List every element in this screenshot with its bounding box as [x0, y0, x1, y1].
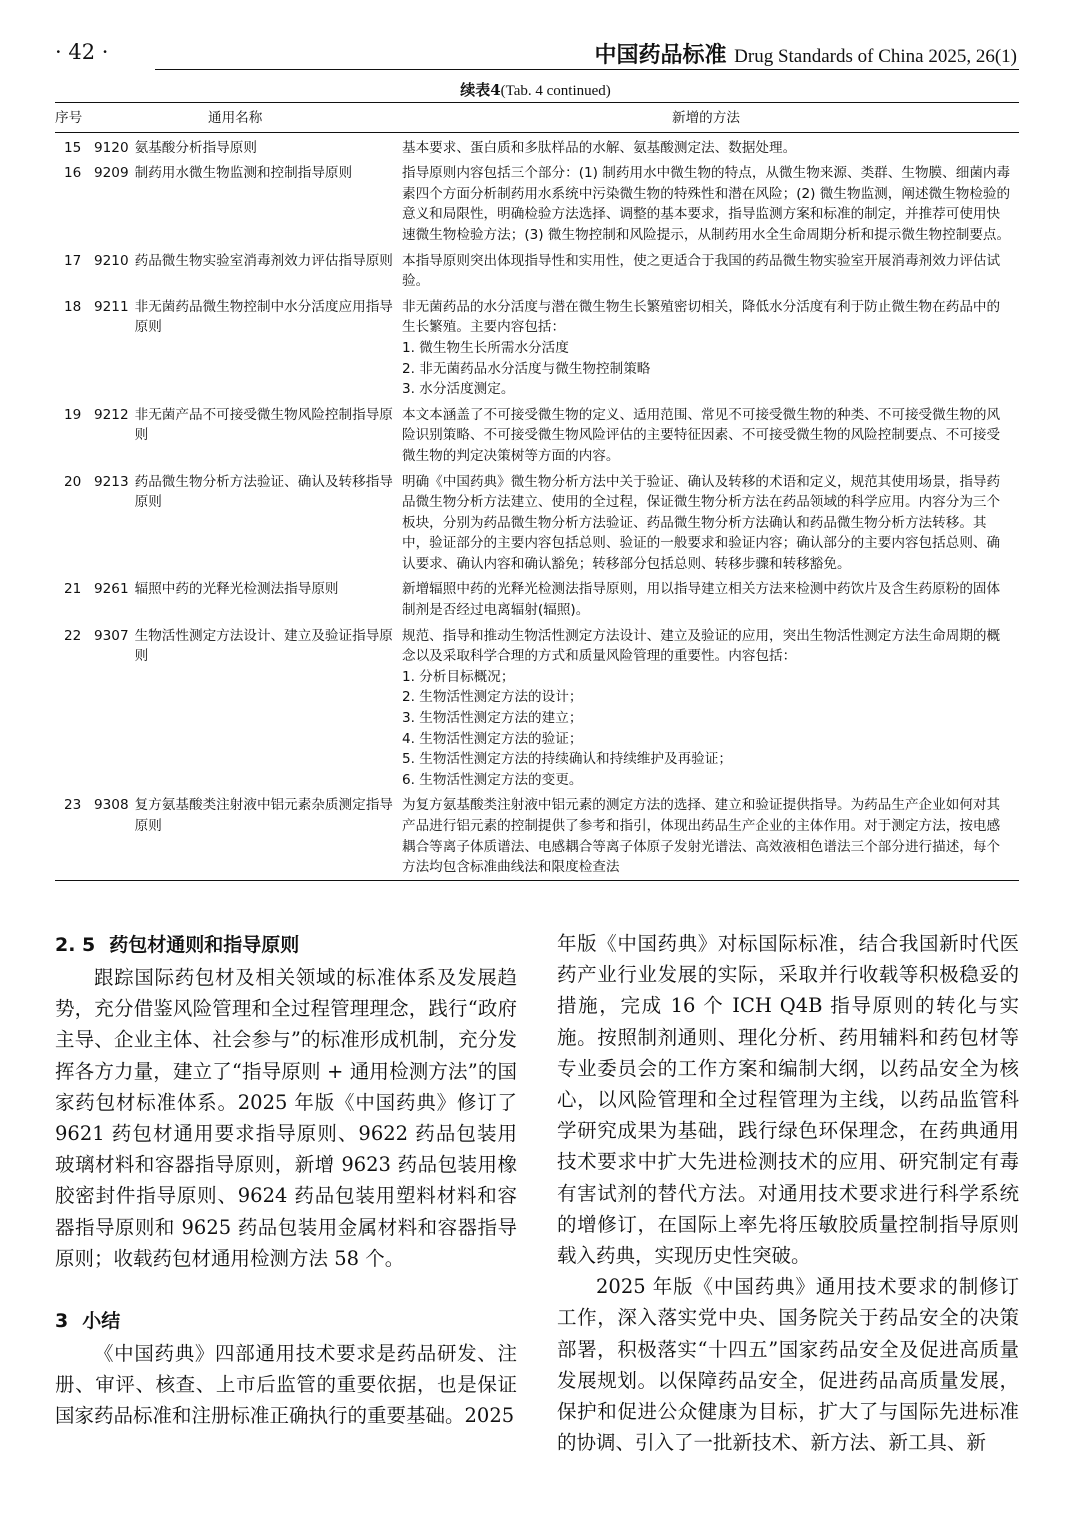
cell-method [402, 403, 1019, 470]
section-3-paragraph-1-start: 《中国药典》四部通用技术要求是药品研发、注册、审评、核查、上市后监管的重要依据，也是保证国家药品标准和注册标准正确执行的重要基础。2025 [55, 1342, 517, 1428]
cell-general-name: 复方氨基酸类注射液中铝元素杂质测定指导原则 [134, 797, 393, 834]
cell-code: 9308 [94, 797, 129, 814]
cell-method-wrap [402, 163, 1013, 245]
method-line: 3. 生物活性测定方法的建立； [402, 710, 583, 727]
cell-code: 9212 [94, 406, 129, 423]
table-row [55, 161, 1019, 248]
table-row [55, 295, 1019, 403]
method-line: 2. 非无菌药品水分活度与微生物控制策略 [402, 360, 651, 377]
cell-general-name: 药品微生物分析方法验证、确认及转移指导原则 [134, 473, 393, 511]
journal-title-en: Drug Standards of China 2025, 26(1) [734, 46, 1017, 67]
header-rule [155, 69, 1019, 70]
cell-name-wrap [94, 472, 394, 513]
cell-method-wrap [402, 579, 1013, 620]
page-header [55, 38, 1017, 68]
method-line: 规范、指导和推动生物活性测定方法设计、建立及验证的应用，突出生物活性测定方法生命周期的概念以及采取科学合理的方式和质量风险管理的重要性。内容包括： [402, 627, 1001, 665]
cell-name-wrap [94, 297, 394, 338]
cell-general-name: 非无菌药品微生物控制中水分活度应用指导原则 [134, 298, 393, 336]
method-line: 2. 生物活性测定方法的设计； [402, 689, 583, 706]
method-line: 基本要求、蛋白质和多肽样品的水解、氨基酸测定法、数据处理。 [402, 139, 797, 156]
column-header-name: 通用名称 [94, 103, 402, 133]
cell-code: 9211 [94, 298, 129, 315]
cell-general-name: 药品微生物实验室消毒剂效力评估指导原则 [134, 252, 393, 269]
cell-name [94, 624, 402, 794]
method-line: 明确《中国药典》微生物分析方法中关于验证、确认及转移的术语和定义，规范其使用场景，指导药品微生物分析方法建立、使用的全过程，保证微生物分析方法在药品领域的科学应用。内容分为三个板块，分别为药品微生物分析方法验证、药品微生物分析方法确认和药品微生物分析方法转移。其中，验证部分的主要内容包括总则、验证的一般要求和验证内容；确认部分的主要内容包括总则、确认要求、确认内容和确认豁免；转移部分包括总则、转移步骤和转移豁免。 [402, 473, 1001, 572]
journal-title [594, 38, 1017, 69]
column-header-method: 新增的方法 [402, 103, 1019, 133]
cell-method [402, 161, 1019, 248]
method-line: 本文本涵盖了不可接受微生物的定义、适用范围、常见不可接受微生物的种类、不可接受微生物的风险识别策略、不可接受微生物风险评估的主要特征因素、不可接受微生物的风险控制要点、不可接受微生物的判定决策树等方面的内容。 [402, 406, 1001, 464]
method-line: 1. 微生物生长所需水分活度 [402, 339, 569, 356]
body-column-left [55, 928, 517, 1432]
section-number: 3 [55, 1310, 69, 1333]
method-line: 6. 生物活性测定方法的变更。 [402, 771, 583, 788]
section-3-title [55, 1304, 517, 1338]
cell-no: 19 [64, 406, 82, 423]
cell-general-name: 非无菌产品不可接受微生物风险控制指导原则 [134, 406, 393, 444]
cell-no: 18 [64, 298, 82, 315]
cell-name-wrap [94, 163, 394, 184]
cell-name-wrap [94, 626, 394, 667]
column-header-no: 序号 [55, 103, 94, 133]
cell-code: 9261 [94, 581, 129, 598]
method-line: 3. 水分活度测定。 [402, 381, 515, 398]
table-caption-cn: 续表4 [460, 81, 501, 99]
cell-code: 9213 [94, 473, 129, 490]
journal-title-cn: 中国药品标准 [594, 42, 727, 68]
cell-name-wrap [94, 579, 394, 600]
cell-name-wrap [94, 405, 394, 446]
cell-general-name: 制药用水微生物监测和控制指导原则 [134, 165, 353, 182]
table-row [55, 624, 1019, 794]
method-line: 非无菌药品的水分活度与潜在微生物生长繁殖密切相关，降低水分活度有利于防止微生物在药品中的生长繁殖。主要内容包括： [402, 298, 1001, 336]
cell-no: 22 [64, 627, 82, 644]
section-2-5-title [55, 928, 517, 962]
cell-method [402, 132, 1019, 161]
cell-method [402, 295, 1019, 403]
cell-name [94, 577, 402, 623]
table-row [55, 793, 1019, 880]
method-line: 1. 分析目标概况； [402, 668, 515, 685]
method-line: 为复方氨基酸类注射液中铝元素的测定方法的选择、建立和验证提供指导。为药品生产企业如何对其产品进行铝元素的控制提供了参考和指引，体现出药品生产企业的主体作用。对于测定方法，按电感耦合等离子体质谱法、电感耦合等离子体原子发射光谱法、高效液相色谱法三个部分进行描述，每个方法均包含标准曲线法和限度检查法 [402, 797, 1001, 876]
cell-no: 20 [64, 473, 82, 490]
cell-method-wrap [402, 472, 1013, 575]
cell-general-name: 辐照中药的光释光检测法指导原则 [134, 581, 339, 598]
method-line: 本指导原则突出体现指导性和实用性，使之更适合于我国的药品微生物实验室开展消毒剂效力评估试验。 [402, 252, 1001, 290]
cell-general-name: 氨基酸分析指导原则 [134, 139, 257, 156]
section-2-5-paragraph: 跟踪国际药包材及相关领域的标准体系及发展趋势，充分借鉴风险管理和全过程管理理念，践行“政府主导、企业主体、社会参与”的标准形成机制，充分发挥各方力量，建立了“指导原则 + 通用检测方法”的国家药包材标准体系。2025 年版《中国药典》修订了 9621 药包材通用要求指导原则、9622 药品包装用玻璃材料和容器指导原则，新增 9623 药品包装用橡胶密封件指导原则、9624 药品包装用塑料材料和容器指导原则和 9625 药品包装用金属材料和容器指导原则；收载药包材通用检测方法 58 个。 [55, 966, 517, 1270]
section-title: 药包材通则和指导原则 [109, 934, 300, 956]
cell-general-name: 生物活性测定方法设计、建立及验证指导原则 [134, 627, 393, 665]
table-caption-en: (Tab. 4 continued) [500, 83, 611, 99]
table-row [55, 470, 1019, 578]
table-row [55, 577, 1019, 623]
cell-method-wrap [402, 626, 1013, 791]
method-line: 新增辐照中药的光释光检测法指导原则，用以指导建立相关方法来检测中药饮片及含生药原粉的固体制剂是否经过电离辐射(辐照)。 [402, 581, 1001, 619]
table-row [55, 132, 1019, 161]
cell-method [402, 470, 1019, 578]
section-title: 小结 [82, 1310, 121, 1333]
method-line: 5. 生物活性测定方法的持续确认和持续维护及再验证； [402, 751, 732, 768]
cell-name [94, 132, 402, 161]
cell-no: 21 [64, 581, 82, 598]
table-row [55, 403, 1019, 470]
cell-name-wrap [94, 795, 394, 836]
cell-method [402, 793, 1019, 880]
section-number: 2. 5 [55, 934, 96, 956]
table-header-row [55, 103, 1019, 133]
cell-name [94, 295, 402, 403]
cell-code: 9307 [94, 627, 129, 644]
cell-no: 15 [64, 139, 82, 156]
cell-no: 17 [64, 252, 82, 269]
body-column-right [557, 928, 1019, 1458]
cell-name [94, 793, 402, 880]
method-line: 4. 生物活性测定方法的验证； [402, 730, 583, 747]
cell-method-wrap [402, 795, 1013, 877]
cell-name [94, 403, 402, 470]
cell-name [94, 161, 402, 248]
cell-name [94, 470, 402, 578]
cell-method-wrap [402, 138, 1013, 159]
cell-code: 9210 [94, 252, 129, 269]
section-3-paragraph-1-continued: 年版《中国药典》对标国际标准，结合我国新时代医药产业行业发展的实际，采取并行收载等积极稳妥的措施，完成 16 个 ICH Q4B 指导原则的转化与实施。按照制剂通则、理化分析、药用辅料和药包材等专业委员会的工作方案和编制大纲，以药品安全为核心，以风险管理和全过程管理为主线，以药品监管科学研究成果为基础，践行绿色环保理念，在药典通用技术要求中扩大先进检测技术的应用、研究制定有毒有害试剂的替代方法。对通用技术要求进行科学系统的增修订，在国际上率先将压敏胶质量控制指导原则载入药典，实现历史性突破。 [557, 932, 1019, 1268]
cell-name-wrap [94, 251, 394, 272]
cell-method [402, 577, 1019, 623]
cell-no: 23 [55, 793, 94, 880]
table-caption [0, 79, 1071, 100]
section-3-paragraph-2: 2025 年版《中国药典》通用技术要求的制修订工作，深入落实党中央、国务院关于药品安全的决策部署，积极落实“十四五”国家药品安全及促进高质量发展规划。以保障药品安全，促进药品高质量发展，保护和促进公众健康为目标，扩大了与国际先进标准的协调、引入了一批新技术、新方法、新工具、新 [557, 1275, 1019, 1455]
cell-method-wrap [402, 297, 1013, 400]
cell-method [402, 624, 1019, 794]
method-line: 指导原则内容包括三个部分：(1) 制药用水中微生物的特点，从微生物来源、类群、生物膜、细菌内毒素四个方面分析制药用水系统中污染微生物的特殊性和潜在风险；(2) 微生物监测，阐述微生物检验的意义和局限性，明确检验方法选择、调整的基本要求，指导监测方案和标准的制定，并推荐可使用快速微生物检验方法；(3) 微生物控制和风险提示，从制药用水全生命周期分析和提示微生物控制要点。 [402, 165, 1011, 243]
cell-method [402, 249, 1019, 295]
cell-code: 9120 [94, 139, 129, 156]
methods-table [55, 102, 1019, 881]
cell-no: 16 [64, 165, 82, 182]
cell-method-wrap [402, 251, 1013, 292]
cell-name [94, 249, 402, 295]
table-body [55, 132, 1019, 880]
cell-name-wrap [94, 138, 394, 159]
cell-code: 9209 [94, 165, 129, 182]
page-number: · 42 · [55, 40, 109, 64]
section-gap [55, 1274, 517, 1304]
table-row [55, 249, 1019, 295]
cell-method-wrap [402, 405, 1013, 467]
